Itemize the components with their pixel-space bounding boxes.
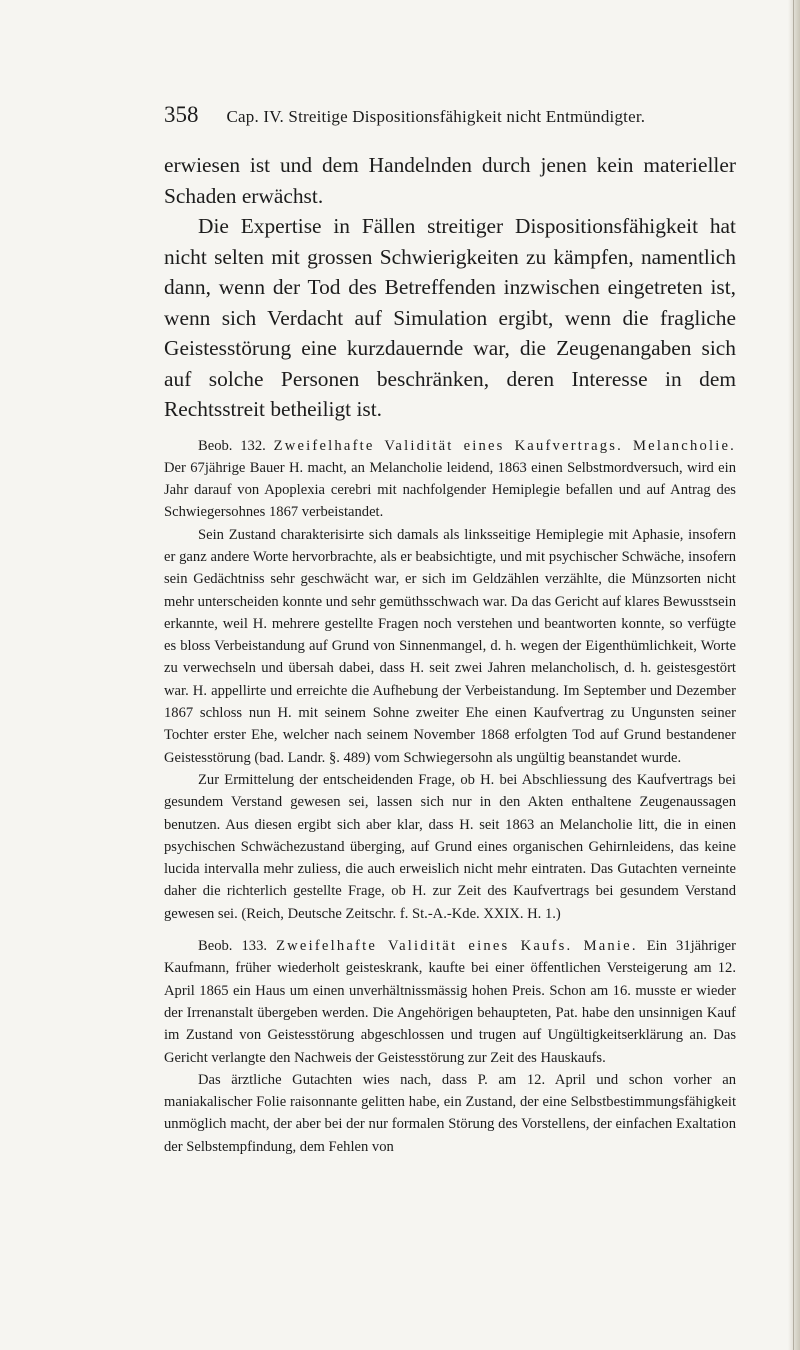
page-number: 358 <box>164 102 199 127</box>
observation-133-title: Zweifelhafte Validität eines Kaufs. Manie. <box>276 938 638 955</box>
page-edge-shadow <box>788 0 800 1350</box>
intro-paragraph-2: Die Expertise in Fällen streitiger Dispositionsfähigkeit hat nicht selten mit grossen Schwierigkeiten zu kämpfen, namentlich dann, wenn der Tod des Betreffenden inzwischen eingetreten ist, wenn sich Verdacht auf Simulation ergibt, wenn die fragliche Geistesstörung eine kurzdauernde war, die Zeugenangaben sich auf solche Personen beschränken, deren Interesse in dem Rechtsstreit betheiligt ist. <box>164 214 736 421</box>
observation-133-text-1: Ein 31jähriger Kaufmann, früher wiederholt geisteskrank, kaufte bei einer öffentlichen Versteigerung am 12. April 1865 ein Haus um einen unverhältnissmässig hohen Preis. Schon am 16. musste er wieder der Irrenanstalt übergeben werden. Die Angehörigen behaupteten, Pat. habe den unsinnigen Kauf im Zustand von Geistesstörung abgeschlossen und trugen auf Ungültigkeitserklärung an. Das Gericht verlangte den Nachweis der Geistesstörung zur Zeit des Hauskaufs. <box>164 938 736 1066</box>
observation-132-label: Beob. 132. <box>198 437 266 454</box>
observation-132-text-1: Der 67jährige Bauer H. macht, an Melancholie leidend, 1863 einen Selbstmordversuch, wird ein Jahr darauf von Apoplexia cerebri mit nachfolgender Hemiplegie befallen und auf Antrag des Schwiegersohnes 1867 verbeistandet. <box>164 459 736 521</box>
page-header <box>164 102 736 128</box>
observation-133-paragraph-1 <box>164 935 736 1069</box>
intro-paragraph-1: erwiesen ist und dem Handelnden durch jenen kein materieller Schaden erwächst. <box>164 153 736 208</box>
observation-132-paragraph-1 <box>164 435 736 524</box>
book-page <box>164 102 736 1158</box>
observation-132-paragraph-3: Zur Ermittelung der entscheidenden Frage, ob H. bei Abschliessung des Kaufvertrags bei gesundem Verstand gewesen sei, lassen sich nur in den Akten enthaltene Zeugenaussagen benutzen. Aus diesen ergibt sich aber klar, dass H. seit 1863 an Melancholie litt, die in einen psychischen Schwächezustand überging, auf Grund eines organischen Gehirnleidens, das keine lucida intervalla mehr zuliess, die auch erweislich nicht mehr eintraten. Das Gutachten verneinte daher die richterlich gestellte Frage, ob H. zur Zeit des Kaufvertrags bei gesundem Verstand gewesen sei. (Reich, Deutsche Zeitschr. f. St.-A.-Kde. XXIX. H. 1.) <box>164 771 736 922</box>
observation-132-paragraph-2: Sein Zustand charakterisirte sich damals als linksseitige Hemiplegie mit Aphasie, insofern er ganz andere Worte hervorbrachte, als er beabsichtigte, und mit psychischer Schwäche, insofern sein Gedächtniss sehr geschwächt war, er sich im Geldzählen verzählte, die Münzsorten nicht mehr unterscheiden konnte und sehr gemüthsschwach war. Da das Gericht auf klares Bewusstsein erkannte, weil H. mehrere gestellte Fragen noch verstehen und beantworten konnte, so verfügte es bloss Verbeistandung auf Grund von Sinnenmangel, d. h. wegen der Eigenthümlichkeit, Worte zu verwechseln und übersah dabei, dass H. seit zwei Jahren melancholisch, d. h. geistesgestört war. H. appellirte und erreichte die Aufhebung der Verbeistandung. Im September und Dezember 1867 schloss nun H. mit seinem Sohne zweiter Ehe einen Kaufvertrag zu Ungunsten seiner Tochter erster Ehe, welcher nach seinem November 1868 erfolgten Tod auf Grund bestandener Geistesstörung (bad. Landr. §. 489) vom Schwiegersohn als ungültig beanstandet wurde. <box>164 526 736 766</box>
observation-132-title: Zweifelhafte Validität eines Kaufvertrags. Melancholie. <box>273 437 736 454</box>
page-edge-line <box>793 0 794 1350</box>
running-head: Cap. IV. Streitige Dispositionsfähigkeit nicht Entmündigter. <box>226 107 646 126</box>
observation-133-label: Beob. 133. <box>198 938 268 955</box>
observation-133-paragraph-2: Das ärztliche Gutachten wies nach, dass P. am 12. April und schon vorher an maniakalischer Folie raisonnante gelitten habe, ein Zustand, der eine Selbstbestimmungsfähigkeit unmöglich macht, der aber bei der nur formalen Störung des Vorstellens, der einfachen Exaltation der Selbstempfindung, dem Fehlen von <box>164 1071 736 1155</box>
